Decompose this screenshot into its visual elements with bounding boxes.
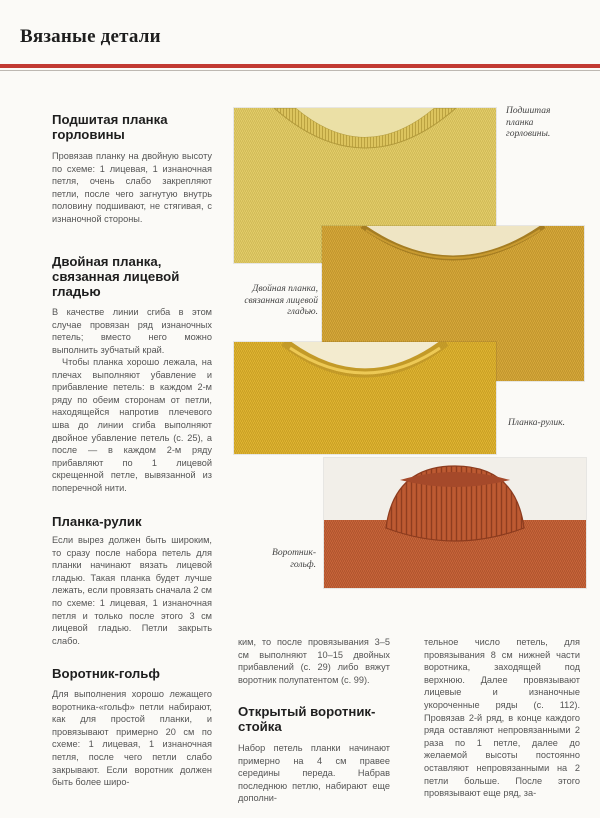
header-grey-rule	[0, 70, 600, 71]
section-text-hemmed-neckband: Провязав планку на двойную высоту по схеме: 1 лицевая, 1 изнаночная петля, очень слабо закрепляют петли, после чего загнутую внутрь половину подшивают, не стягивая, с изнаночной стороны.	[52, 151, 212, 224]
page-header-title: Вязаные детали	[20, 26, 161, 47]
caption-roll-band: Планка-рулик.	[508, 418, 565, 428]
section-title-turtleneck: Воротник-гольф	[52, 666, 160, 681]
section-text-open-collar: Набор петель планки начинают примерно на 4 см правее середины переда. Набрав последнюю петлю, набирают еще дополни-	[238, 743, 390, 804]
section-text-turtleneck-cont: ким, то после провязывания 3–5 см выполняют 10–15 двойных прибавлений (с. 29) либо вяжут воротник полупатентом (с. 99).	[238, 637, 390, 685]
section-text-open-collar-cont: тельное число петель, для провязывания 8 см нижней части воротника, заходящей под верхнюю. Далее провязывают лицевые и изнаночные укороченные ряды (с. 112). Провязав 2-й ряд, в конце каждого ряда оставляют непровязанными 2 раза по 1 петле, далее до желаемой высоты постоянно оставляют непровязанными на 2 петли больше. После этого провязывают еще ряд, за-	[424, 637, 580, 799]
caption-double-band: Двойная планка, связанная лицевой гладью.	[244, 284, 318, 317]
caption-hemmed-neckband: Подшитая планка горловины.	[506, 106, 551, 139]
photo-turtleneck	[324, 458, 586, 588]
header-red-rule	[0, 64, 600, 68]
section-title-open-collar: Открытый воротник-стойка	[238, 704, 376, 734]
section-title-double-band: Двойная планка, связанная лицевой гладью	[52, 254, 180, 299]
caption-turtleneck: Воротник-гольф.	[272, 548, 316, 570]
section-text-turtleneck: Для выполнения хорошо лежащего воротника-«гольф» петли набирают, как для простой планки, и провязывают примерно 20 см по схеме: 1 лицевая, 1 изнаночная петля, после чего петли слабо закрывают. Если воротник должен быть более широ-	[52, 689, 212, 788]
section-text-double-band-1: В качестве линии сгиба в этом случае провязан ряд изнаночных петель; вместо него можно выполнить зубчатый край.	[52, 307, 212, 355]
section-text-double-band-2: Чтобы планка хорошо лежала, на плечах выполняют убавление и прибавление петель: в каждом 2-м ряду по обеим сторонам от петли, находящейся напротив плечевого шва до линии сгиба выполняют двойное убавление петель (с. 25), а после — в каждом 2-м ряду прибавляют по 1 лицевой скрещенной петле, вывязанной из поперечной нити.	[52, 357, 212, 493]
section-title-hemmed-neckband: Подшитая планка горловины	[52, 112, 168, 142]
photo-roll-band	[234, 342, 496, 454]
section-text-roll-band: Если вырез должен быть широким, то сразу после набора петель для планки начинают вязать лицевой гладью. Такая планка будет лучше лежать, если провязать сначала 2 см по схеме: 1 лицевая, 1 изнаночная петля и только после этого 3 см лицевой гладью. Петли закрыть слабо.	[52, 535, 212, 646]
section-title-roll-band: Планка-рулик	[52, 514, 142, 529]
